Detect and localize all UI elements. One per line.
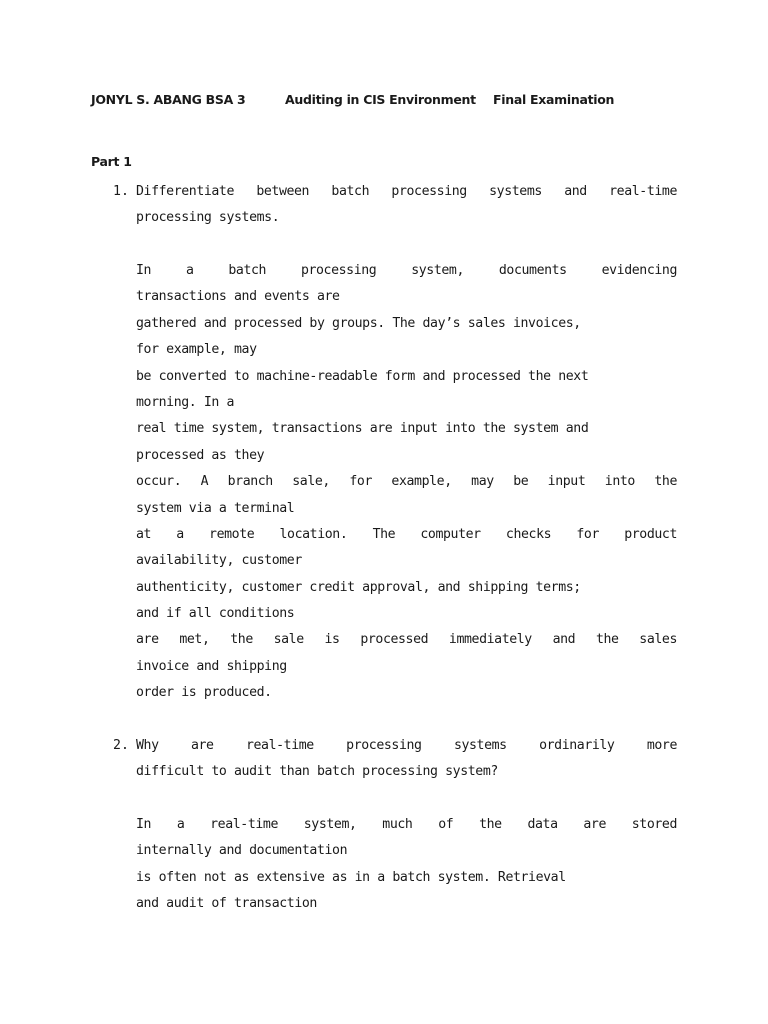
answer-line: morning. In a [136,394,235,410]
answer-line: occur. A branch sale, for example, may be input into the [136,474,677,490]
question-line: difficult to audit than batch processing system? [136,764,498,780]
answer-line: at a remote location. The computer checks for product [136,526,677,542]
answer-line: invoice and shipping [136,658,287,674]
part-heading: Part 1 [91,154,132,169]
answer-line: and audit of transaction [136,896,317,912]
answer-1 [136,258,677,707]
answer-line: be converted to machine-readable form and processed the next [136,368,589,384]
question-2 [136,733,677,786]
question-1 [136,179,677,232]
answer-line: processed as they [136,447,265,463]
answer-line: internally and documentation [136,843,348,859]
question-line: processing systems. [136,210,280,226]
question-line: Differentiate between batch processing systems and real-time [136,184,677,199]
answer-line: availability, customer [136,553,302,569]
answer-2 [136,812,677,918]
answer-line: are met, the sale is processed immediately and the sales [136,632,677,648]
answer-line: gathered and processed by groups. The day’s sales invoices, [136,315,581,331]
answer-line: In a batch processing system, documents evidencing [136,263,677,278]
question-line: Why are real-time processing systems ordinarily more [136,738,677,753]
answer-line: In a real-time system, much of the data are stored [136,817,677,832]
exam-title: Final Examination [493,92,615,107]
answer-line: transactions and events are [136,289,340,305]
item-number: 1. [113,184,129,199]
answer-line: and if all conditions [136,606,295,622]
course-title: Auditing in CIS Environment [285,92,476,107]
student-name: JONYL S. ABANG BSA 3 [91,92,246,107]
answer-line: authenticity, customer credit approval, and shipping terms; [136,579,581,595]
answer-line: for example, may [136,342,257,358]
item-number: 2. [113,738,129,753]
answer-line: order is produced. [136,685,272,701]
answer-line: system via a terminal [136,500,295,516]
answer-line: is often not as extensive as in a batch system. Retrieval [136,869,566,885]
answer-line: real time system, transactions are input into the system and [136,421,589,437]
document-header [91,92,731,114]
